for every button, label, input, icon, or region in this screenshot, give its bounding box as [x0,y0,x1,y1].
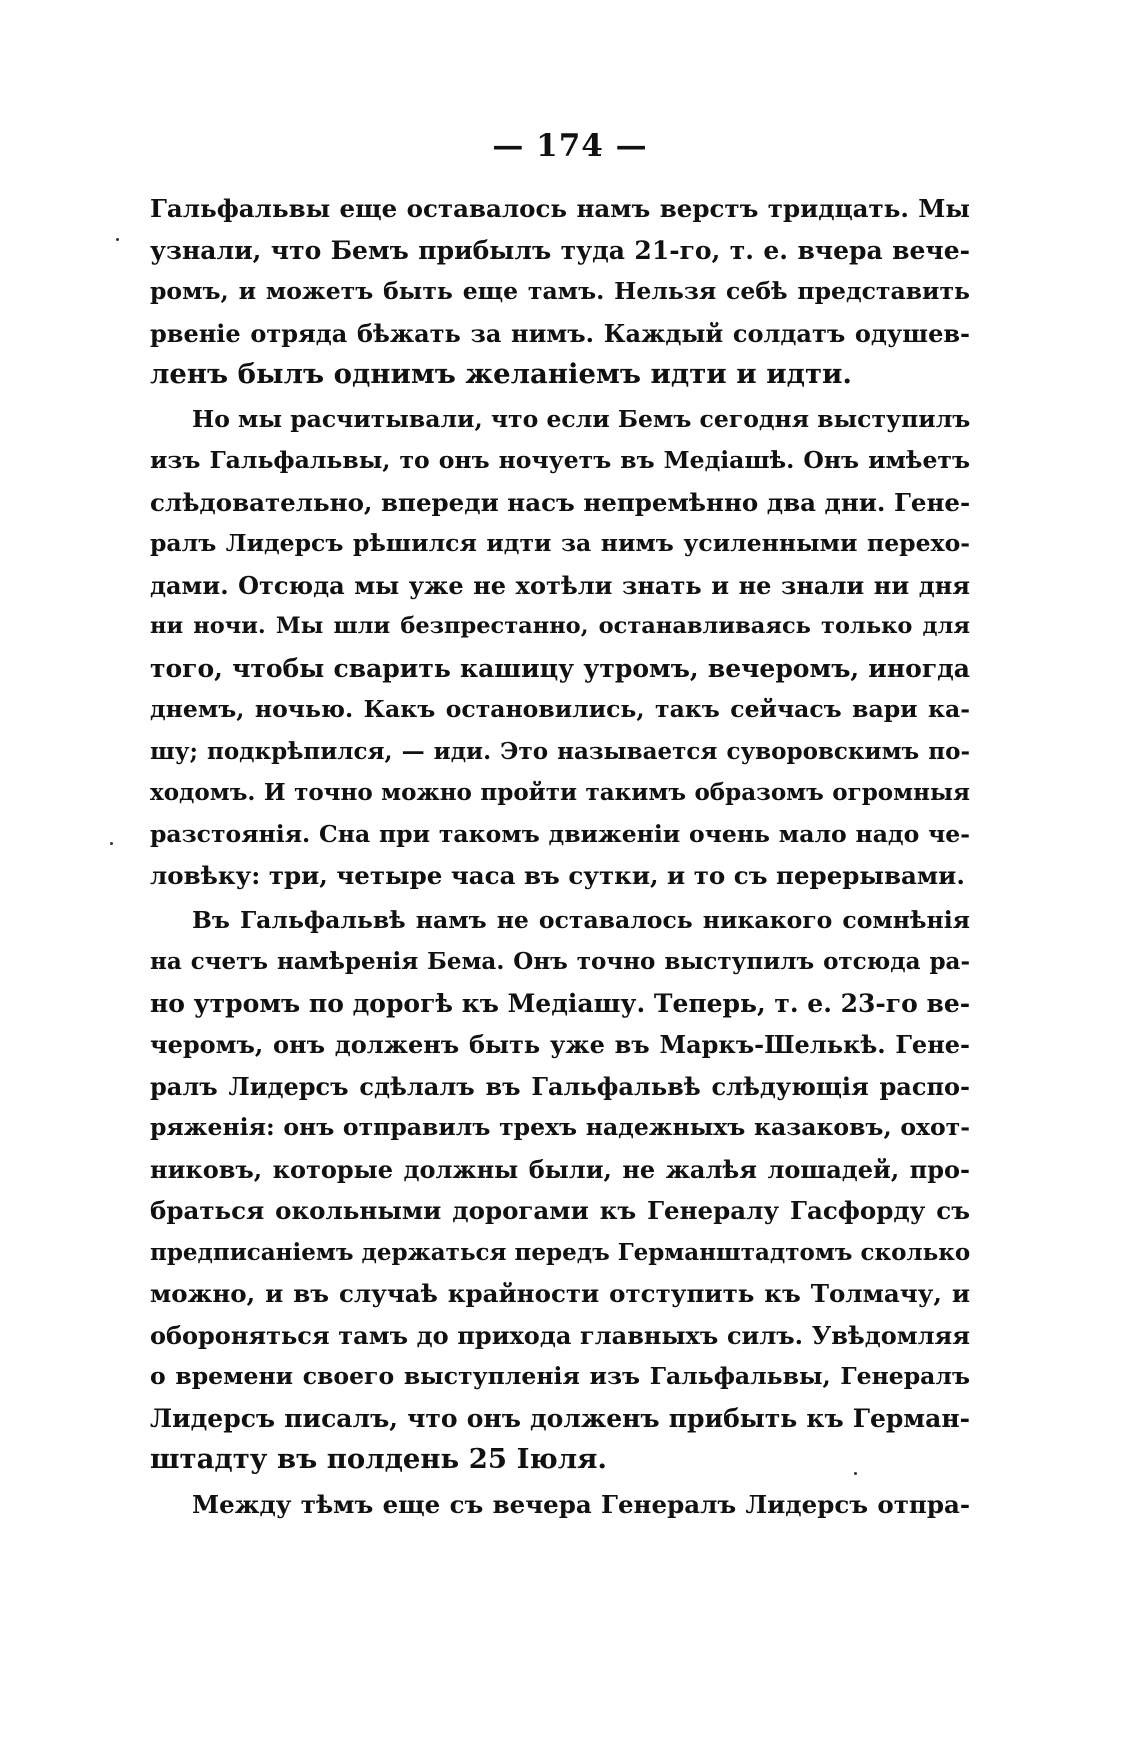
paragraph [150,900,970,1481]
text-line: Гальфальвы еще оставалось намъ верстъ тридцать. Мы [150,194,970,223]
text-line: но утромъ по дорогѣ къ Медіашу. Теперь, т. е. 23-го ве- [150,988,970,1018]
text-line: узнали, что Бемъ прибылъ туда 21-го, т. е. вчера вече- [150,235,970,265]
text-line: штадту въ полдень 25 Іюля. [150,1443,607,1475]
text-line: ралъ Лидерсъ сдѣлалъ въ Гальфальвѣ слѣдующія распо- [150,1071,970,1101]
text-line: Въ Гальфальвѣ намъ не оставалось никакого сомнѣнія [192,905,970,934]
text-line: о времени своего выступленія изъ Гальфальвы, Генералъ [150,1362,970,1390]
text-line: рвеніе отряда бѣжать за нимъ. Каждый солдатъ одушев- [150,318,970,348]
text-line: черомъ, онъ долженъ быть уже въ Маркъ-Шелькѣ. Гене- [150,1030,970,1059]
text-line: разстоянія. Сна при такомъ движеніи очень мало надо че- [150,819,970,848]
text-line: ленъ былъ однимъ желаніемъ идти и идти. [150,358,852,390]
text-line: шу; подкрѣпился, — иди. Это называется суворовскимъ по- [150,737,970,765]
text-line: предписаніемъ держаться передъ Германштадтомъ сколько [150,1238,970,1266]
text-line: на счетъ намѣренія Бема. Онъ точно выступилъ отсюда ра- [150,948,970,975]
text-line: ходомъ. И точно можно пройти такимъ образомъ огромныя [150,779,970,806]
scan-speck [110,842,113,845]
body-text [150,188,970,1525]
text-line: того, чтобы сварить кашицу утромъ, вечеромъ, иногда [150,653,970,683]
text-line: слѣдовательно, впереди насъ непремѣнно два дни. Гене- [150,487,970,517]
text-line: днемъ, ночью. Какъ остановились, такъ сейчасъ вари ка- [150,695,970,723]
text-line: никовъ, которые должны были, не жалѣя лошадей, про- [150,1154,970,1184]
text-line: можно, и въ случаѣ крайности отступить къ Толмачу, и [150,1279,970,1308]
text-line: обороняться тамъ до прихода главныхъ силъ. Увѣдомляя [150,1320,970,1350]
scan-speck [116,238,119,241]
paragraph [150,399,970,897]
text-line: Лидерсъ писалъ, что онъ долженъ прибыть къ Герман- [150,1403,970,1433]
text-line: ни ночи. Мы шли безпрестанно, останавливаясь только для [150,613,970,639]
paragraph [150,1484,970,1526]
text-line: ралъ Лидерсъ рѣшился идти за нимъ усиленными перехо- [150,529,970,557]
text-line: изъ Гальфальвы, то онъ ночуетъ въ Медіашѣ. Онъ имѣетъ [150,446,970,474]
page-number: — 174 — [492,128,648,164]
text-line: ромъ, и можетъ быть еще тамъ. Нельзя себѣ представить [150,277,970,305]
scan-speck [854,1472,857,1475]
text-line: Но мы расчитывали, что если Бемъ сегодня выступилъ [192,404,970,433]
text-line: дами. Отсюда мы уже не хотѣли знать и не знали ни дня [150,570,970,600]
paragraph [150,188,970,396]
text-line: ряженія: онъ отправилъ трехъ надежныхъ казаковъ, охот- [150,1113,970,1141]
text-line: Между тѣмъ еще съ вечера Генералъ Лидерсъ отпра- [192,1489,970,1519]
text-line: браться окольными дорогами къ Генералу Гасфорду съ [150,1196,970,1225]
text-line: ловѣку: три, четыре часа въ сутки, и то съ перерывами. [150,861,965,890]
